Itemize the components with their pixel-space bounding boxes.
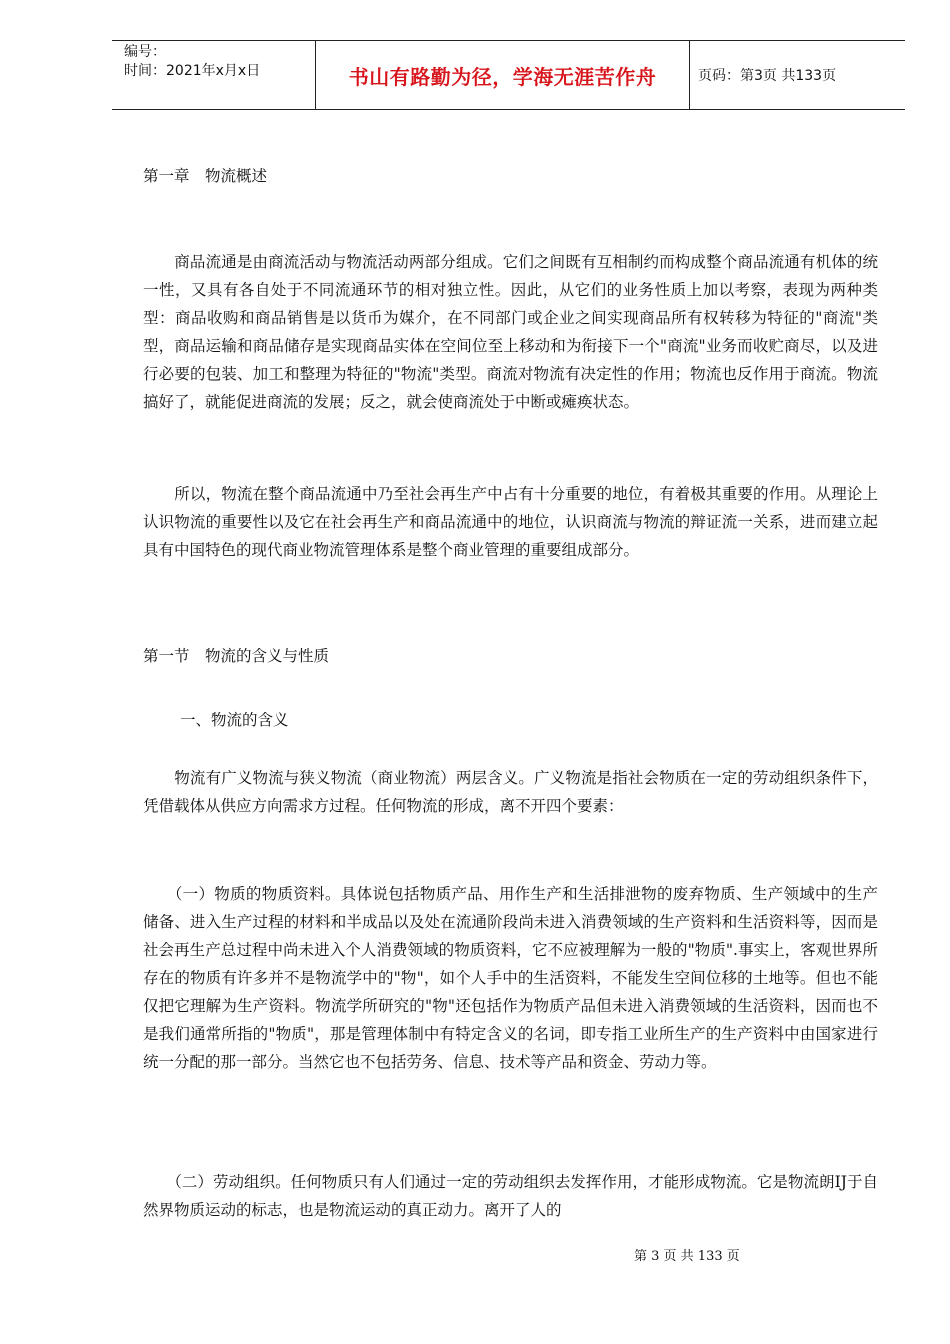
paragraph-1: 商品流通是由商流活动与物流活动两部分组成。它们之间既有互相制约而构成整个商品流通有机体的统一性，又具有各自处于不同流通环节的相对独立性。因此，从它们的业务性质上加以考察，表现为两种类型：商品收购和商品销售是以货币为媒介，在不同部门或企业之间实现商品所有权转移为特征的"商流"类型，商品运输和商品储存是实现商品实体在空间位至上移动和为衔接下一个"商流"业务而收贮商尽，以及进行必要的包装、加工和整理为特征的"物流"类型。商流对物流有决定性的作用；物流也反作用于商流。物流搞好了，就能促进商流的发展；反之，就会使商流处于中断或瘫痪状态。 — [143, 253, 878, 411]
paragraph-3: 物流有广义物流与狭义物流（商业物流）两层含义。广义物流是指社会物质在一定的劳动组织条件下，凭借载体从供应方向需求方过程。任何物流的形成，离不开四个要素： — [143, 769, 878, 815]
chapter-title: 第一章 物流概述 — [143, 167, 268, 185]
number-label: 编号： — [124, 44, 166, 60]
paragraph-5: （二）劳动组织。任何物质只有人们通过一定的劳动组织去发挥作用，才能形成物流。它是物流朗IJ于自然界物质运动的标志，也是物流运动的真正动力。离开了人的 — [143, 1173, 878, 1219]
page-header — [112, 40, 905, 110]
paragraph-2: 所以，物流在整个商品流通中乃至社会再生产中占有十分重要的地位，有着极其重要的作用。从理论上认识物流的重要性以及它在社会再生产和商品流通中的地位，认识商流与物流的辩证流一关系，进而建立起具有中国特色的现代商业物流管理体系是整个商业管理的重要组成部分。 — [143, 485, 878, 559]
section-title: 第一节 物流的含义与性质 — [143, 647, 330, 665]
time-label: 时间：2021年x月x日 — [124, 63, 261, 79]
header-page-info: 页码：第3页 共133页 — [698, 68, 837, 84]
header-motto: 书山有路勤为径，学海无涯苦作舟 — [315, 41, 690, 109]
header-meta — [112, 41, 315, 109]
paragraph-4: （一）物质的物质资料。具体说包括物质产品、用作生产和生活排泄物的废弃物质、生产领域中的生产储备、进入生产过程的材料和半成品以及处在流通阶段尚未进入消费领域的生产资料和生活资料等，因而是社会再生产总过程中尚未进入个人消费领域的物质资料，它不应被理解为一般的"物质".事实上，客观世界所存在的物质有许多并不是物流学中的"物"，如个人手中的生活资料，不能发生空间位移的土地等。但也不能仅把它理解为生产资料。物流学所研究的"物"还包括作为物质产品但未进入消费领域的生活资料，因而也不是我们通常所指的"物质"，那是管理体制中有特定含义的名词，即专指工业所生产的生产资料中由国家进行统一分配的那一部分。当然它也不包括劳务、信息、技术等产品和资金、劳动力等。 — [143, 885, 878, 1071]
subsection-title: 一、物流的含义 — [180, 711, 289, 729]
page-footer: 第 3 页 共 133 页 — [634, 1249, 740, 1264]
